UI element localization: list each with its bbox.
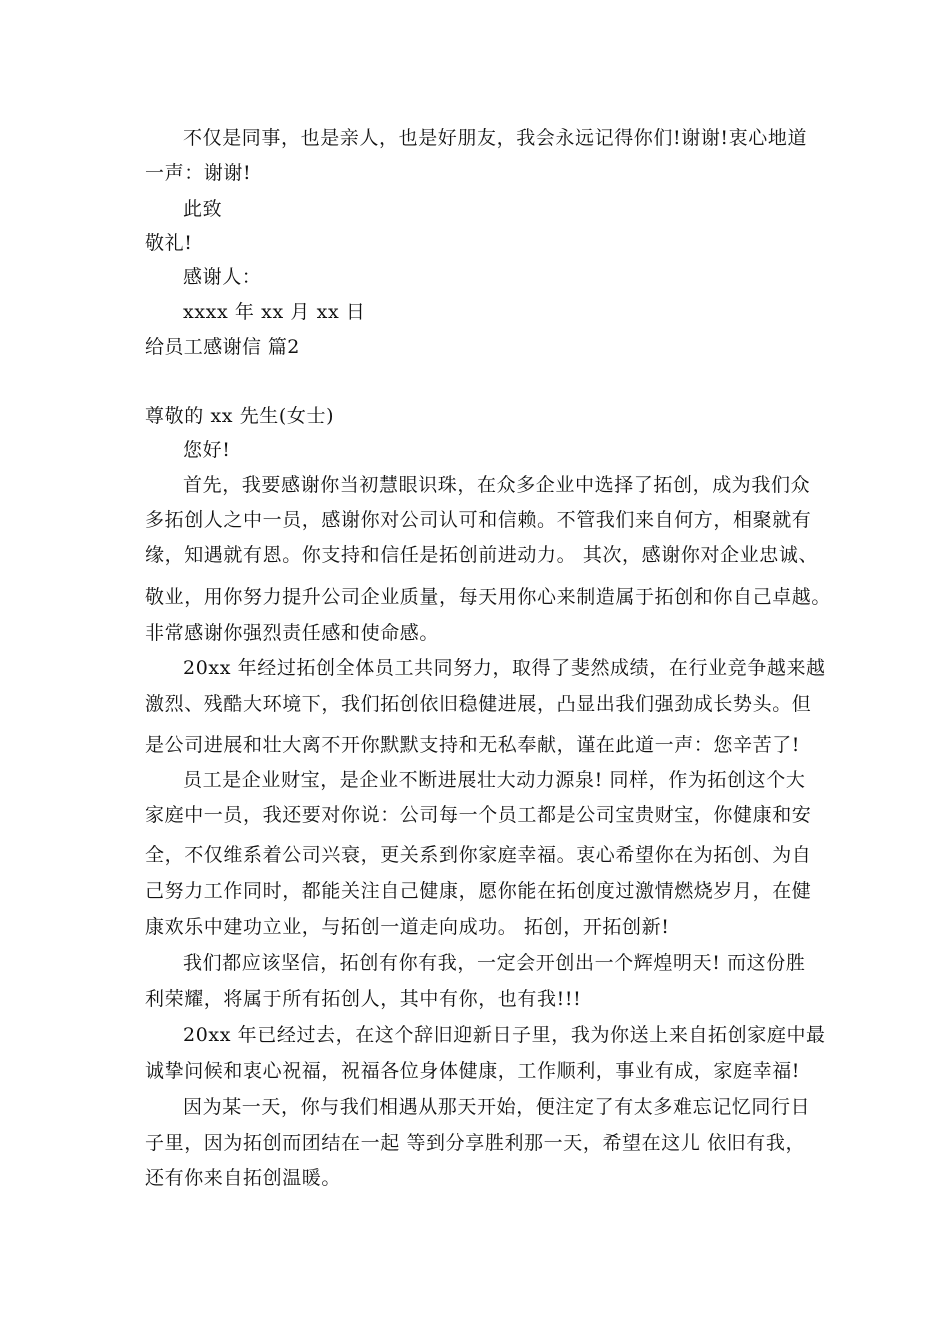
paragraph-line: 诚挚问候和衷心祝福，祝福各位身体健康，工作顺利，事业有成，家庭幸福! [145,1060,801,1082]
section-heading: 给员工感谢信 篇2 [145,336,300,358]
closing-salutation: 此致 [183,198,223,220]
paragraph-line: 是公司进展和壮大离不开你默默支持和无私奉献，谨在此道一声：您辛苦了! [145,734,801,756]
paragraph-line: 20xx 年经过拓创全体员工共同努力，取得了斐然成绩，在行业竞争越来越 [183,657,826,679]
signature-label: 感谢人： [183,266,262,288]
letter-greeting: 您好! [183,439,231,461]
paragraph-line: 激烈、残酷大环境下，我们拓创依旧稳健进展，凸显出我们强劲成长势头。但 [145,693,812,715]
paragraph-line: 我们都应该坚信，拓创有你有我，一定会开创出一个辉煌明天! 而这份胜 [183,952,806,974]
paragraph-line: 首先，我要感谢你当初慧眼识珠，在众多企业中选择了拓创，成为我们众 [183,474,811,496]
paragraph-line: 利荣耀，将属于所有拓创人，其中有你，也有我!!! [145,988,582,1010]
paragraph-line: 员工是企业财宝，是企业不断进展壮大动力源泉! 同样，作为拓创这个大 [183,769,806,791]
paragraph-line: 因为某一天，你与我们相遇从那天开始，便注定了有太多难忘记忆同行日 [183,1096,811,1118]
paragraph-line: 一声：谢谢! [145,162,252,184]
date-line: xxxx 年 xx 月 xx 日 [183,301,366,323]
closing-regards: 敬礼! [145,232,193,254]
paragraph-line: 缘，知遇就有恩。你支持和信任是拓创前进动力。 其次，感谢你对企业忠诚、 [145,544,819,566]
paragraph-line: 非常感谢你强烈责任感和使命感。 [145,622,440,644]
paragraph-line: 家庭中一员，我还要对你说：公司每一个员工都是公司宝贵财宝，你健康和安 [145,804,812,826]
paragraph-line: 己努力工作同时，都能关注自己健康，愿你能在拓创度过激情燃烧岁月，在健 [145,880,812,902]
paragraph-line: 康欢乐中建功立业，与拓创一道走向成功。 拓创，开拓创新! [145,916,670,938]
paragraph-line: 不仅是同事，也是亲人，也是好朋友，我会永远记得你们!谢谢!衷心地道 [183,127,808,149]
paragraph-line: 全，不仅维系着公司兴衰，更关系到你家庭幸福。衷心希望你在为拓创、为自 [145,844,812,866]
paragraph-line: 多拓创人之中一员，感谢你对公司认可和信赖。不管我们来自何方，相聚就有 [145,509,812,531]
paragraph-line: 20xx 年已经过去，在这个辞旧迎新日子里，我为你送上来自拓创家庭中最 [183,1024,826,1046]
paragraph-line: 敬业，用你努力提升公司企业质量，每天用你心来制造属于拓创和你自己卓越。 [145,586,832,608]
letter-recipient: 尊敬的 xx 先生(女士) [145,405,335,427]
paragraph-line: 还有你来自拓创温暖。 [145,1167,342,1189]
paragraph-line: 子里，因为拓创而团结在一起 等到分享胜利那一天，希望在这儿 依旧有我， [145,1132,806,1154]
